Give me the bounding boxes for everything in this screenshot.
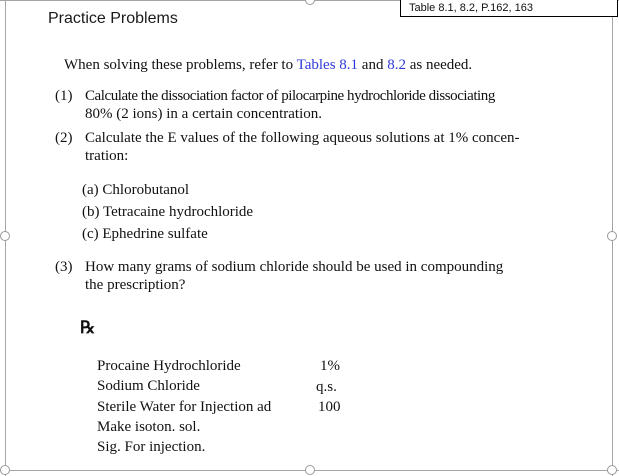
prescription-amount-1: 1% [320,358,340,374]
intro-text-after: as needed. [405,57,473,73]
problem-2-line-2: tration: [85,148,129,164]
problem-1-number: (1) [55,88,73,104]
resize-handle-middle-right[interactable] [607,231,617,241]
prescription-amount-3: 100 [318,399,341,415]
table-reference-callout[interactable]: Table 8.1, 8.2, P.162, 163 [400,0,618,17]
prescription-item-2: Sodium Chloride [97,378,200,394]
subitem-a: (a) Chlorobutanol [82,182,190,198]
resize-handle-bottom-left[interactable] [0,465,10,475]
resize-handle-bottom-right[interactable] [607,465,617,475]
resize-handle-top-center[interactable] [305,0,315,5]
resize-handle-middle-left[interactable] [0,231,10,241]
table-8-2-link[interactable]: 8.2 [387,57,406,73]
prescription-item-3: Sterile Water for Injection ad [97,399,272,415]
resize-handle-bottom-center[interactable] [305,465,315,475]
problem-1-line-1: Calculate the dissociation factor of pilocarpine hydrochloride dissociating [85,88,495,104]
problem-3-line-1: How many grams of sodium chloride should be used in compounding [85,259,504,275]
prescription-item-4: Make isoton. sol. [97,419,201,435]
problem-1-line-2: 80% (2 ions) in a certain concentration. [85,106,322,122]
intro-sentence [64,56,472,74]
intro-text-before: When solving these problems, refer to [64,57,297,73]
prescription-amount-2: q.s. [316,379,337,395]
problem-2-number: (2) [55,130,73,146]
problem-2-line-1: Calculate the E values of the following aqueous solutions at 1% concen- [85,130,520,146]
problem-3-number: (3) [55,259,73,275]
page-title: Practice Problems [48,10,178,27]
intro-text-and: and [358,57,388,73]
tables-8-1-link[interactable]: Tables 8.1 [296,57,359,73]
subitem-b: (b) Tetracaine hydrochloride [82,204,254,220]
rx-symbol: ℞ [80,318,96,337]
subitem-c: (c) Ephedrine sulfate [82,226,208,242]
prescription-item-1: Procaine Hydrochloride [97,358,241,374]
prescription-item-5: Sig. For injection. [97,439,206,455]
problem-3-line-2: the prescription? [85,277,186,293]
